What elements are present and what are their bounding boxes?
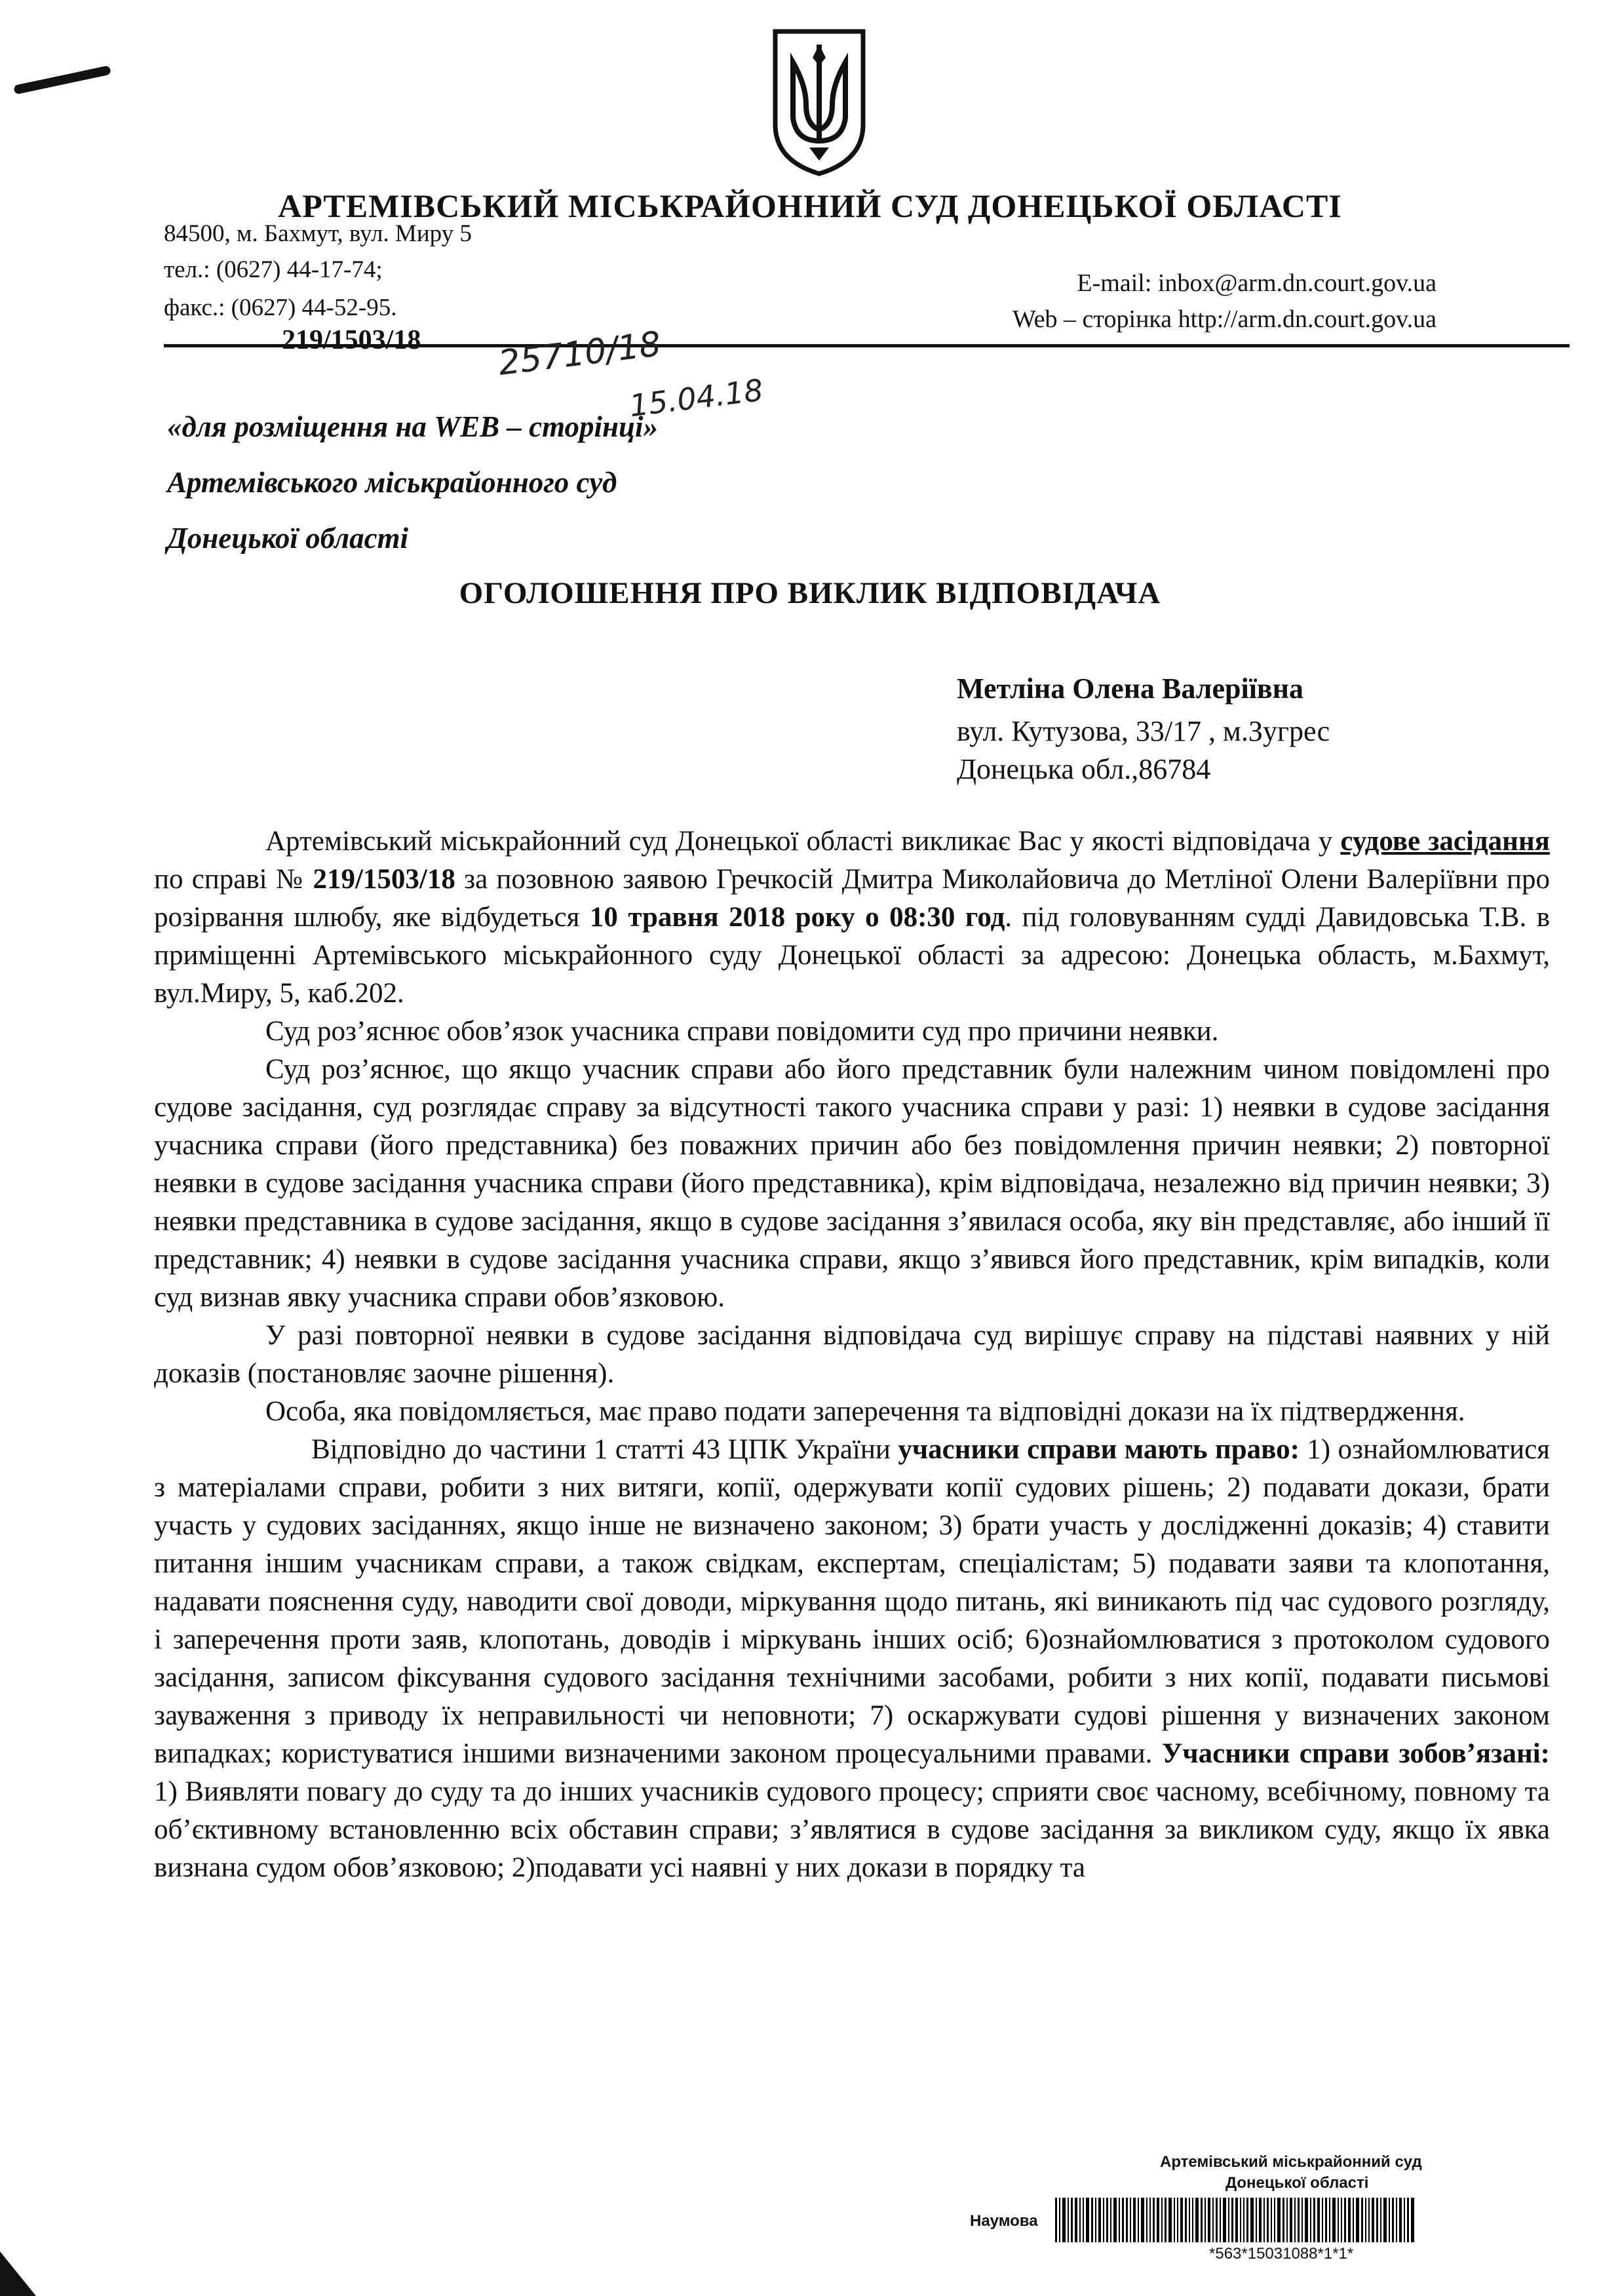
recipient-region: Донецька обл.,86784 — [957, 753, 1211, 785]
paragraph-summons: Артемівський міськрайонний суд Донецької області викликає Вас у якості відповідача у судове засідання по справі № 219/1503/18 за позовною заявою Гречкосій Дмитра Миколайовича до Метліної Олени Валеріївни про розірвання шлюбу, яке відбудеться 10 травня 2018 року о 08:30 год. під головуванням судді Давидовська Т.В. в приміщенні Артемівського міськрайонного суду Донецької області за адресою: Донецька область, м.Бахмут, вул.Миру, 5, каб.202. — [154, 826, 1551, 1009]
court-address: 84500, м. Бахмут, вул. Миру 5 — [164, 220, 472, 247]
stamp-court-line-2: Донецької області — [1225, 2174, 1369, 2192]
court-website: Web – сторінка http://arm.dn.court.gov.ua — [1012, 305, 1437, 333]
placement-line-2: Артемівського міськрайонного суд — [167, 466, 617, 499]
hearing-label: судове засідання — [1340, 826, 1551, 857]
paragraph-objection: Особа, яка повідомляється, має право подати заперечення та відповідні докази на їх підтвердження. — [265, 1396, 1465, 1427]
rights-label: учасники справи мають право: — [898, 1434, 1300, 1465]
recipient-street: вул. Кутузова, 33/17 , м.Зугрес — [957, 715, 1330, 747]
handwritten-registration: 25710/18 — [496, 324, 663, 383]
paragraph-rights: Відповідно до частини 1 статті 43 ЦПК України учасники справи мають право: 1) ознайомлюватися з матеріалами справи, робити з них витяги, копії, одержувати копії судових рішень; 2) подавати докази, брати участь у судових засіданнях, якщо інше не визначено законом; 3) брати участь у дослідженні доказів; 4) ставити питання іншим учасникам справи, а також свідкам, експертам, спеціалістам; 5) подавати заяви та клопотання, надавати пояснення суду, наводити свої доводи, міркування щодо питань, які виникають під час судового розгляду, і заперечення проти заяв, клопотань, доводів і міркувань інших осіб; 6)ознайомлюватися з протоколом судового засідання, записом фіксування судового засідання технічними засобами, робити з них копії, подавати письмові зауваження з приводу їх неправильності чи неповноти; 7) оскаржувати судові рішення у визначених законом випадках; користуватися іншими визначеними законом процесуальними правами. Учасники справи зобов’язані: 1) Виявляти повагу до суду та до інших учасників судового процесу; сприяти своє часному, всебічному, повному та об’єктивному встановленню всіх обставин справи; з’являтися в судове засідання за викликом суду, якщо їх явка визнана судом обов’язковою; 2)подавати усі наявні у них докази в порядку та — [154, 1434, 1550, 1883]
clerk-name: Наумова — [970, 2212, 1038, 2230]
barcode — [1055, 2198, 1520, 2242]
court-name: АРТЕМІВСЬКИЙ МІСЬКРАЙОННИЙ СУД ДОНЕЦЬКОЇ ОБЛАСТІ — [278, 187, 1342, 224]
recipient-name: Метліна Олена Валеріївна — [957, 672, 1304, 705]
duties-label: Учасники справи зобов’язані: — [1161, 1738, 1550, 1769]
court-fax: факс.: (0627) 44-52-95. — [164, 294, 397, 321]
paragraph-duty: Суд роз’яснює обов’язок учасника справи повідомити суд про причини неявки. — [265, 1016, 1219, 1047]
stamp-court-line-1: Артемівський міськрайонний суд — [1160, 2153, 1422, 2171]
case-reference: 219/1503/18 — [282, 325, 421, 355]
coat-of-arms-icon — [770, 26, 868, 177]
scan-mark — [13, 66, 111, 95]
case-number: 219/1503/18 — [313, 864, 455, 895]
registry-stamp — [970, 2153, 1547, 2284]
paragraph-absence: Суд роз’яснює, що якщо учасник справи або його представник були належним чином повідомлені про судове засідання, суд розглядає справу за відсутності такого учасника справи у разі: 1) неявки в судове засідання учасника справи (його представника) без поважних причин або без повідомлення причин неявки; 2) повторної неявки в судове засідання учасника справи (його представника), крім відповідача, незалежно від причин неявки; 3) неявки представника в судове засідання, якщо в судове засідання з’явилася особа, яку він представляє, або інший її представник; 4) неявки в судове засідання учасника справи, якщо з’явився його представник, крім випадків, коли суд визнав явку учасника справи обов’язковою. — [154, 1054, 1550, 1313]
barcode-number: *563*15031088*1*1* — [1209, 2245, 1354, 2263]
scan-corner — [0, 2251, 36, 2296]
notice-title: ОГОЛОШЕННЯ ПРО ВИКЛИК ВІДПОВІДАЧА — [459, 576, 1161, 610]
court-email: E-mail: inbox@arm.dn.court.gov.ua — [1077, 269, 1437, 297]
placement-line-1: «для розміщення на WEB – сторінці» — [167, 410, 659, 443]
paragraph-default: У разі повторної неявки в судове засідання відповідача суд вирішує справу на підставі наявних у ній доказів (постановляє заочне рішення). — [154, 1320, 1550, 1389]
placement-line-3: Донецької області — [167, 522, 409, 555]
notice-body — [154, 823, 1550, 1887]
handwritten-date: 15.04.18 — [627, 372, 765, 424]
hearing-datetime: 10 травня 2018 року о 08:30 год — [589, 902, 1005, 933]
court-phone: тел.: (0627) 44-17-74; — [164, 256, 383, 283]
